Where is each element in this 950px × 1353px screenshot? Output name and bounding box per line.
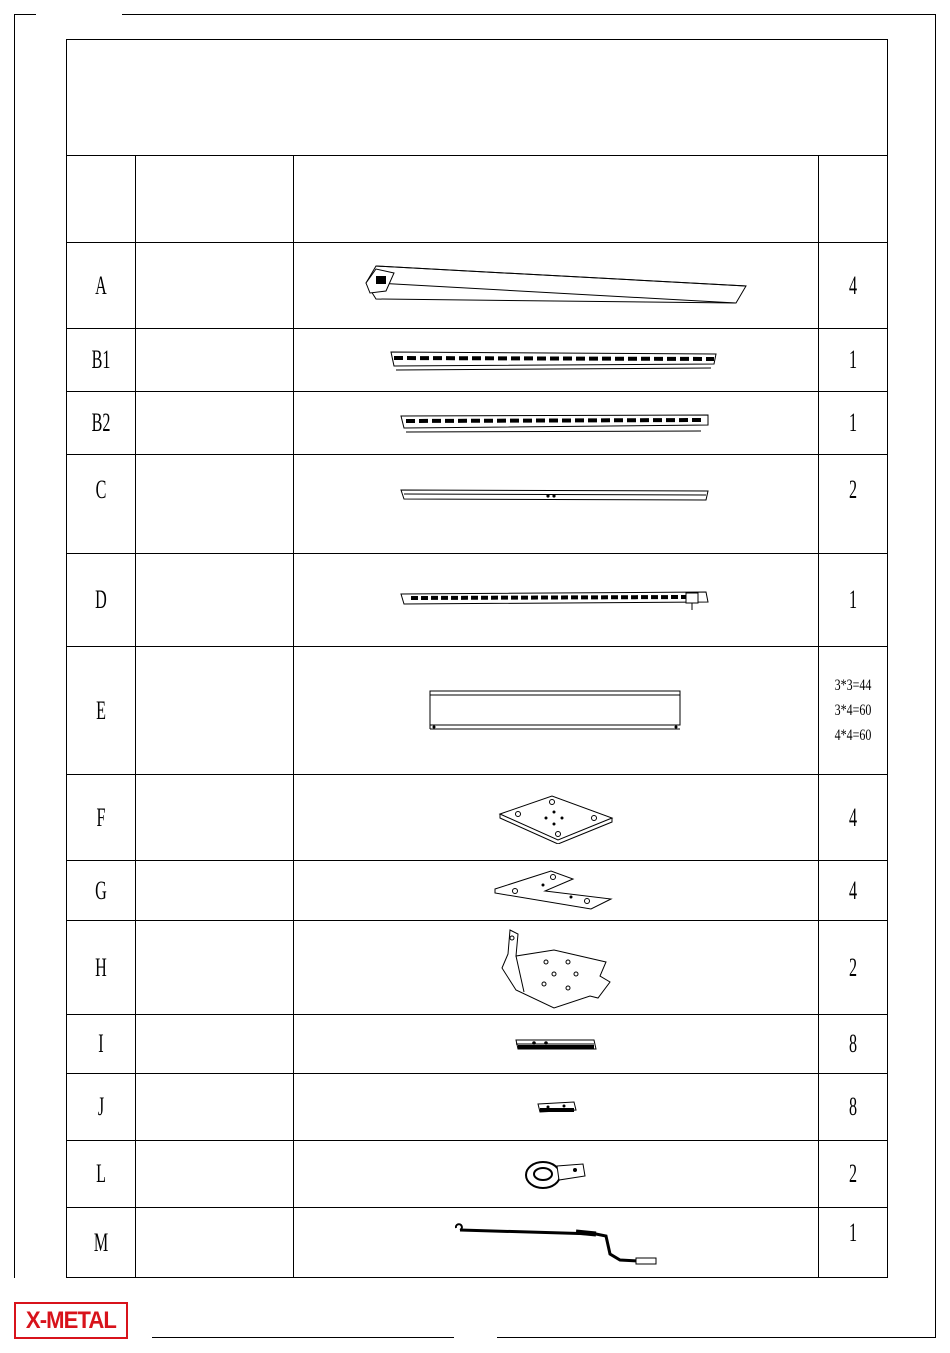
table-row <box>67 1074 888 1141</box>
part-label: J <box>97 1092 105 1121</box>
wall-panel-icon <box>426 689 686 733</box>
connector-bar-icon <box>514 1036 598 1054</box>
slotted-rail-icon <box>386 348 726 372</box>
table-row <box>67 1015 888 1074</box>
part-qty: 1 <box>848 408 858 437</box>
part-label: B2 <box>91 408 111 437</box>
part-qty: 1 <box>848 1218 858 1247</box>
bent-bracket-icon <box>494 926 618 1010</box>
table-row <box>67 455 888 554</box>
part-qty: 1 <box>848 585 858 614</box>
part-qty: 2 <box>848 1159 858 1188</box>
table-row <box>67 243 888 329</box>
slotted-rail-icon <box>396 411 716 435</box>
qty-variant: 3*4=60 <box>834 702 872 719</box>
handle-loop-icon <box>523 1156 589 1192</box>
table-row <box>67 647 888 775</box>
table-row <box>67 554 888 647</box>
corner-post-icon <box>356 261 756 311</box>
part-label: H <box>95 952 107 982</box>
parts-list-table <box>66 39 888 1278</box>
frame-left <box>14 14 15 1278</box>
corner-plate-icon <box>491 869 621 913</box>
part-label: I <box>98 1029 104 1058</box>
channel-rail-icon <box>396 486 716 506</box>
part-qty: 4 <box>848 875 858 905</box>
brand-logo-text: X-METAL <box>25 1306 117 1334</box>
table-row <box>67 775 888 861</box>
part-label: B1 <box>91 345 111 374</box>
part-label: D <box>95 585 107 614</box>
title-row <box>67 40 888 156</box>
part-label: A <box>95 270 107 300</box>
small-connector-icon <box>534 1100 578 1116</box>
square-base-plate-icon <box>496 792 616 844</box>
qty-variant: 3*3=44 <box>834 677 872 694</box>
table-row <box>67 1141 888 1208</box>
frame-right <box>935 14 936 1338</box>
part-qty: 2 <box>848 475 858 504</box>
qty-variant: 4*4=60 <box>834 727 872 744</box>
crank-rod-icon <box>446 1220 666 1266</box>
frame-top <box>122 14 936 15</box>
header-row <box>67 156 888 243</box>
part-qty: 1 <box>848 345 858 374</box>
part-label: G <box>95 875 107 905</box>
part-label: E <box>96 695 106 725</box>
table-row <box>67 921 888 1015</box>
door-rail-icon <box>396 588 716 612</box>
frame-top-left <box>14 14 36 15</box>
part-label: F <box>96 802 106 832</box>
brand-logo <box>14 1302 128 1339</box>
part-qty-variants <box>819 673 887 748</box>
part-label: L <box>96 1159 106 1188</box>
frame-bottom-right <box>497 1337 936 1338</box>
table-row <box>67 1208 888 1278</box>
part-qty: 8 <box>848 1029 858 1058</box>
table-row <box>67 861 888 921</box>
part-label: M <box>93 1227 109 1257</box>
part-label: C <box>95 475 107 504</box>
part-qty: 4 <box>848 270 858 300</box>
table-row <box>67 392 888 455</box>
part-qty: 8 <box>848 1092 858 1121</box>
part-qty: 2 <box>848 952 858 982</box>
frame-bottom-mid <box>152 1337 454 1338</box>
table-row <box>67 329 888 392</box>
part-qty: 4 <box>848 802 858 832</box>
